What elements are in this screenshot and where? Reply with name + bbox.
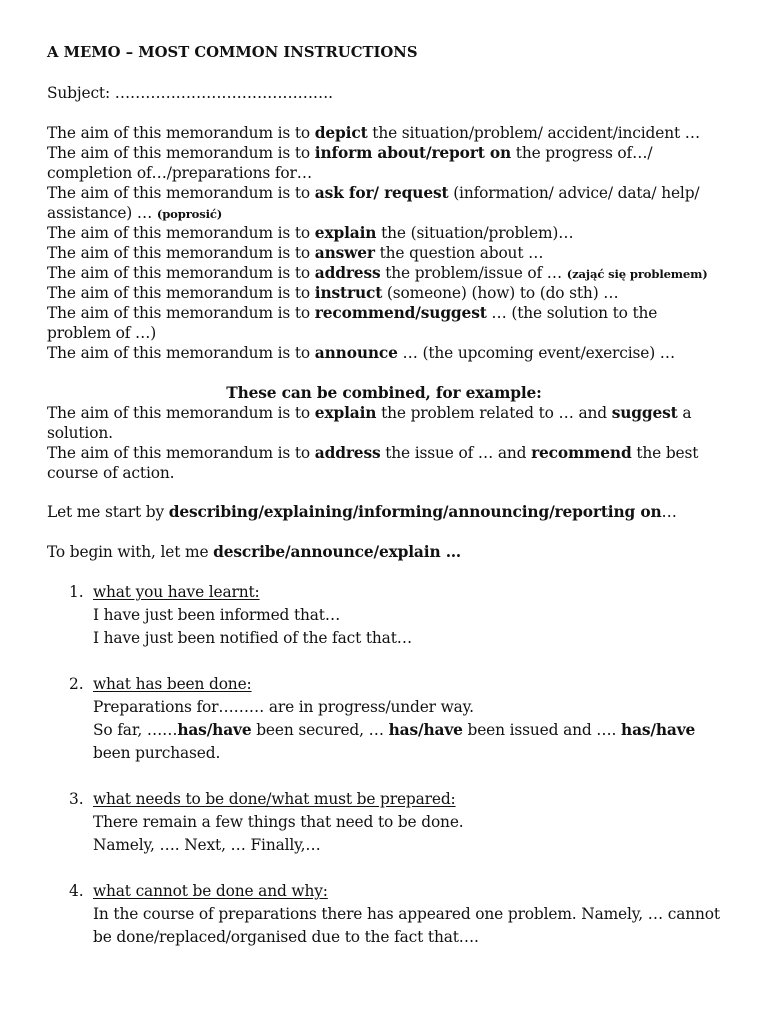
aim-line-request-continued: assistance) … (poprosić) (47, 204, 223, 222)
list-heading-learnt: what you have learnt: (93, 583, 260, 601)
combined-heading: These can be combined, for example: (226, 384, 542, 402)
begin-line: To begin with, let me describe/announce/explain … (47, 543, 461, 561)
list-line: I have just been informed that… (93, 606, 341, 624)
list-number-1: 1. (69, 583, 84, 601)
list-line: be done/replaced/organised due to the fact that…. (93, 928, 479, 946)
aim-line-inform: The aim of this memorandum is to inform about/report on the progress of…/ (47, 144, 653, 162)
subject-line: Subject: ……………………………………. (47, 84, 333, 102)
list-heading-cannot: what cannot be done and why: (93, 882, 328, 900)
list-line: There remain a few things that need to be done. (93, 813, 464, 831)
list-line: So far, ……has/have been secured, … has/have been issued and …. has/have (93, 721, 696, 739)
aim-line-depict: The aim of this memorandum is to depict the situation/problem/ accident/incident … (47, 124, 700, 142)
document-title: A MEMO – MOST COMMON INSTRUCTIONS (47, 44, 418, 61)
list-line: Preparations for……… are in progress/under way. (93, 698, 474, 716)
combined-line-explain-suggest: The aim of this memorandum is to explain the problem related to … and suggest a (47, 404, 692, 422)
list-line: Namely, …. Next, … Finally,… (93, 836, 321, 854)
list-line: been purchased. (93, 744, 221, 762)
list-heading-done: what has been done: (93, 675, 252, 693)
aim-line-address: The aim of this memorandum is to address the problem/issue of … (zająć się problemem) (47, 264, 708, 282)
start-line: Let me start by describing/explaining/informing/announcing/reporting on… (47, 503, 677, 521)
aim-line-announce: The aim of this memorandum is to announce … (the upcoming event/exercise) … (47, 344, 676, 362)
combined-line-address-recommend: The aim of this memorandum is to address the issue of … and recommend the best (47, 444, 699, 462)
list-number-4: 4. (69, 882, 84, 900)
aim-line-request: The aim of this memorandum is to ask for/ request (information/ advice/ data/ help/ (47, 184, 700, 202)
combined-line-address-recommend-continued: course of action. (47, 464, 175, 482)
aim-line-recommend: The aim of this memorandum is to recommend/suggest … (the solution to the (47, 304, 658, 322)
aim-line-inform-continued: completion of…/preparations for… (47, 164, 312, 182)
list-number-2: 2. (69, 675, 84, 693)
list-line: I have just been notified of the fact that… (93, 629, 412, 647)
aim-line-explain: The aim of this memorandum is to explain the (situation/problem)… (47, 224, 574, 242)
aim-line-answer: The aim of this memorandum is to answer the question about … (47, 244, 544, 262)
list-line: In the course of preparations there has appeared one problem. Namely, … cannot (93, 905, 720, 923)
aim-line-instruct: The aim of this memorandum is to instruct (someone) (how) to (do sth) … (47, 284, 619, 302)
aim-line-recommend-continued: problem of …) (47, 324, 157, 342)
list-number-3: 3. (69, 790, 84, 808)
list-heading-needs: what needs to be done/what must be prepared: (93, 790, 456, 808)
combined-line-explain-suggest-continued: solution. (47, 424, 113, 442)
